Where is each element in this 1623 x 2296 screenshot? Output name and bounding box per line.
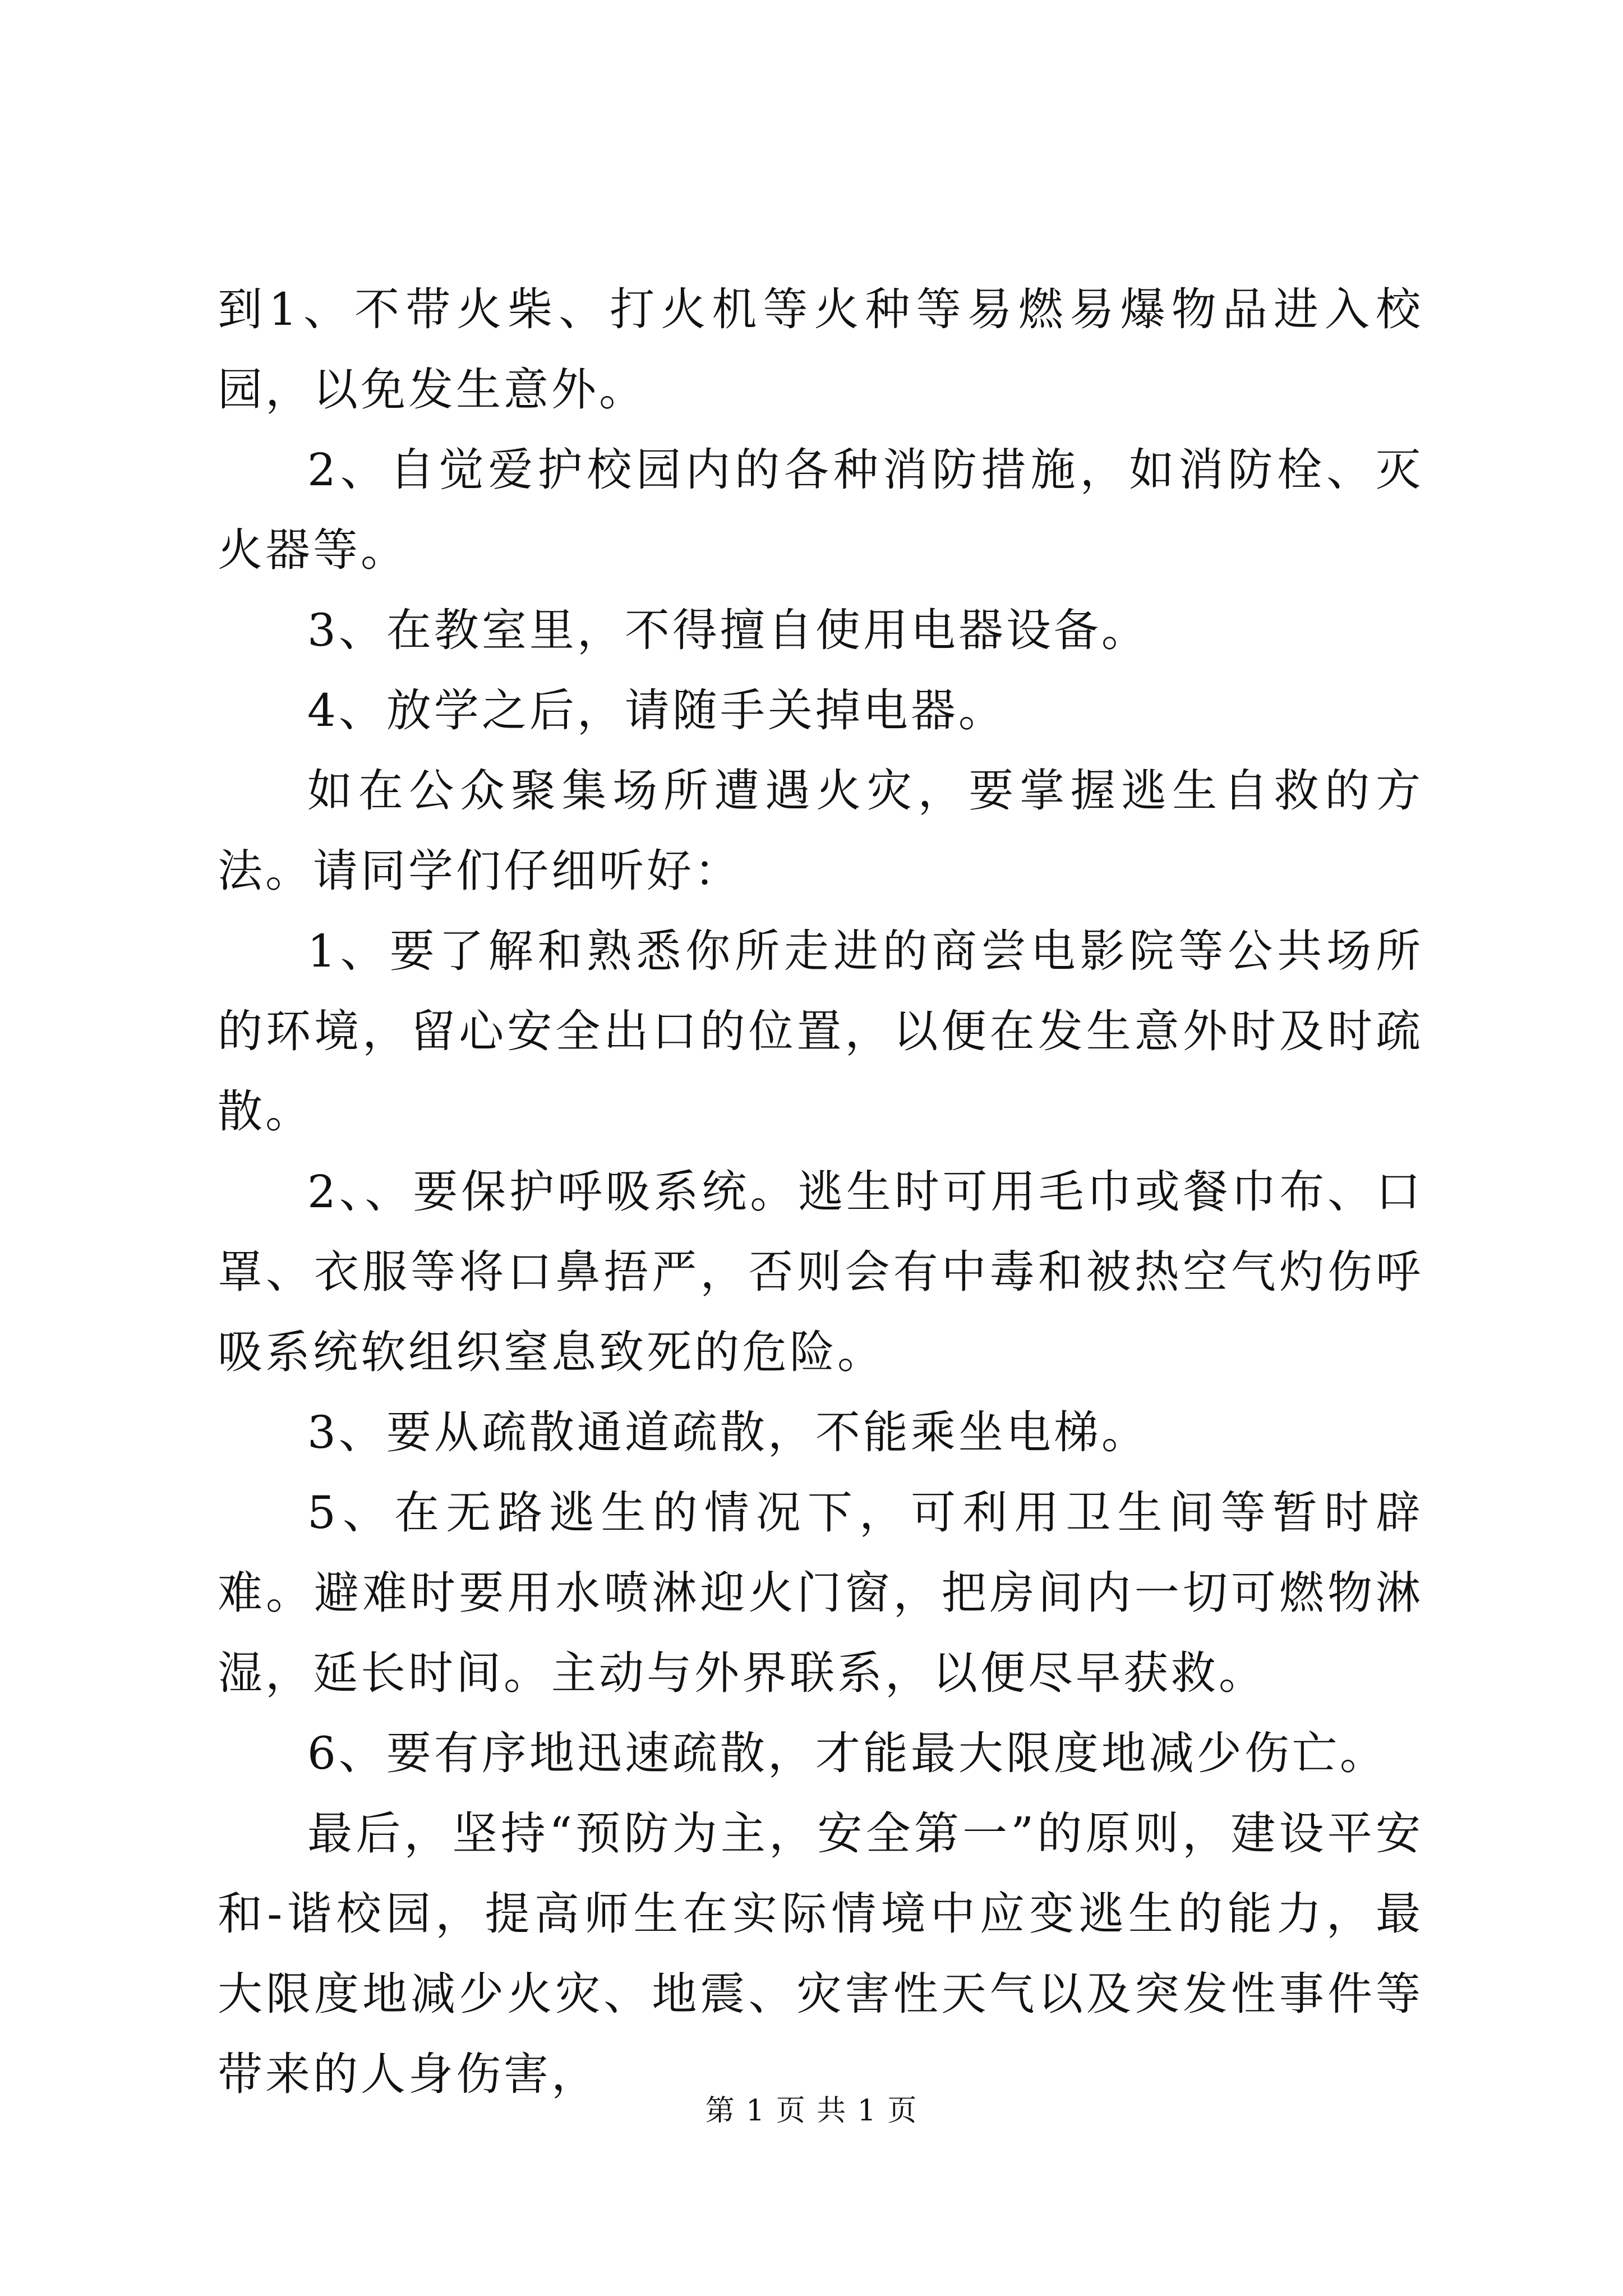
paragraph-5: 如在公众聚集场所遭遇火灾，要掌握逃生自救的方法。请同学们仔细听好： [218,765,1423,897]
paragraph-9: 5、在无路逃生的情况下，可利用卫生间等暂时辟难。避难时要用水喷淋迎火门窗，把房间内一切可燃物淋湿，延长时间。主动与外界联系，以便尽早获救。 [218,1487,1423,1699]
paragraph-2: 2、自觉爱护校园内的各种消防措施，如消防栓、灭火器等。 [218,444,1423,576]
paragraph-1: 到1、不带火柴、打火机等火种等易燃易爆物品进入校园，以免发生意外。 [218,283,1423,416]
paragraph-3: 3、在教室里，不得擅自使用电器设备。 [307,604,1149,656]
paragraph-4: 4、放学之后，请随手关掉电器。 [307,684,1006,737]
paragraph-11: 最后，坚持“预防为主，安全第一”的原则，建设平安和-谐校园，提高师生在实际情境中应变逃生的能力，最大限度地减少火灾、地震、灾害性天气以及突发性事件等带来的人身伤害， [218,1807,1423,2100]
paragraph-6: 1、要了解和熟悉你所走进的商尝电影院等公共场所的环境，留心安全出口的位置，以便在发生意外时及时疏散。 [218,925,1423,1138]
paragraph-7: 2、、要保护呼吸系统。逃生时可用毛巾或餐巾布、口罩、衣服等将口鼻捂严，否则会有中毒和被热空气灼伤呼吸系统软组织窒息致死的危险。 [218,1166,1423,1378]
paragraph-8: 3、要从疏散通道疏散，不能乘坐电梯。 [307,1406,1149,1458]
document-body [218,269,1423,2114]
page-footer: 第 1 页 共 1 页 [705,2094,918,2128]
paragraph-10: 6、要有序地迅速疏散，才能最大限度地减少伤亡。 [307,1727,1387,1779]
